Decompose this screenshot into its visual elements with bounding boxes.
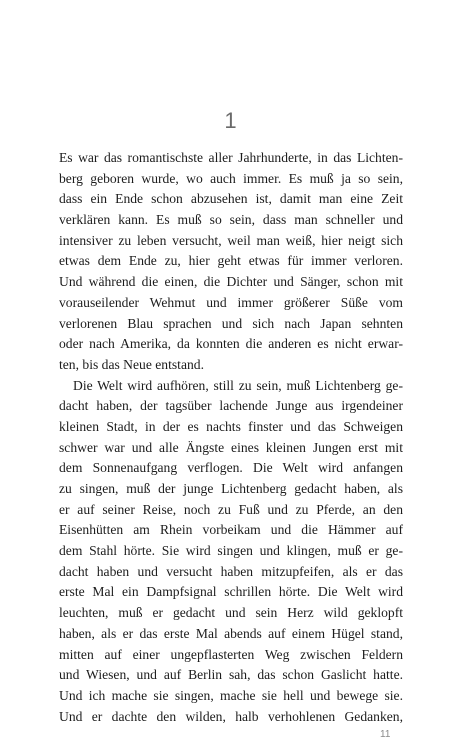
text-line: berg geboren wurde, wo auch immer. Es muß ja so sein, bbox=[59, 170, 403, 186]
paragraph-2 bbox=[59, 376, 403, 728]
text-line: erste Mal ein Dampfsignal schrillen hörte. Die Welt wird bbox=[59, 584, 403, 600]
text-line: oder nach Amerika, da konnten die anderen es nicht erwar- bbox=[59, 336, 403, 352]
text-line: Eisenhütten am Rhein vorbeikam und die Hämmer auf bbox=[59, 522, 403, 538]
text-line: Und er dachte den wilden, halb verhohlenen Gedanken, bbox=[59, 708, 403, 724]
text-line: leuchten, muß er gedacht und sein Herz wild geklopft bbox=[59, 605, 403, 621]
text-line: mitten auf einer ungepflasterten Weg zwischen Feldern bbox=[59, 646, 403, 662]
text-line: er auf seiner Reise, noch zu Fuß und zu Pferde, an den bbox=[59, 501, 403, 517]
text-line: verlorenen Blau sprachen und sich nach Japan sehnten bbox=[59, 315, 403, 331]
text-line: und Wiesen, und auf Berlin sah, das schon Gaslicht hatte. bbox=[59, 667, 403, 683]
text-line: haben, als er das erste Mal abends auf einem Hügel stand, bbox=[59, 625, 403, 641]
text-line: dass ein Ende schon abzusehen ist, damit man eine Zeit bbox=[59, 191, 403, 207]
page-number: 11 bbox=[380, 729, 391, 740]
chapter-body bbox=[59, 148, 403, 727]
text-line: dem Stahl hörte. Sie wird singen und klingen, muß er ge- bbox=[59, 543, 403, 559]
text-line: verklären kann. Es muß so sein, dass man schneller und bbox=[59, 212, 403, 228]
text-line: schwer war und alle Ängste eines kleinen Jungen erst mit bbox=[59, 439, 403, 455]
text-line: Und ich mache sie singen, mache sie hell und bewege sie. bbox=[59, 687, 403, 703]
text-line: intensiver zu leben versucht, weil man weiß, hier neigt sich bbox=[59, 232, 403, 248]
text-line: Und während die einen, die Dichter und Sänger, schon mit bbox=[59, 274, 403, 290]
text-line: zu singen, muß der junge Lichtenberg gedacht haben, als bbox=[59, 481, 403, 496]
chapter-number: 1 bbox=[224, 108, 237, 133]
text-line: etwas dem Ende zu, hier geht etwas für immer verloren. bbox=[59, 253, 403, 269]
text-line: dem Sonnenaufgang verflogen. Die Welt wird anfangen bbox=[59, 460, 403, 476]
text-line: ten, bis das Neue entstand. bbox=[59, 356, 204, 372]
text-line: Es war das romantischste aller Jahrhunderte, in das Lichten- bbox=[59, 150, 403, 165]
text-line: dacht haben, der tagsüber lachende Junge aus irgendeiner bbox=[59, 398, 403, 414]
text-line: Die Welt wird aufhören, still zu sein, muß Lichtenberg ge- bbox=[73, 377, 403, 393]
text-line: vorauseilender Wehmut und immer größerer Süße vom bbox=[59, 294, 403, 310]
paragraph-1 bbox=[59, 148, 403, 376]
text-line: dacht haben und versucht haben mitzupfeifen, als er das bbox=[59, 563, 403, 579]
text-line: kleinen Stadt, in der es nachts finster und das Schweigen bbox=[59, 418, 403, 434]
